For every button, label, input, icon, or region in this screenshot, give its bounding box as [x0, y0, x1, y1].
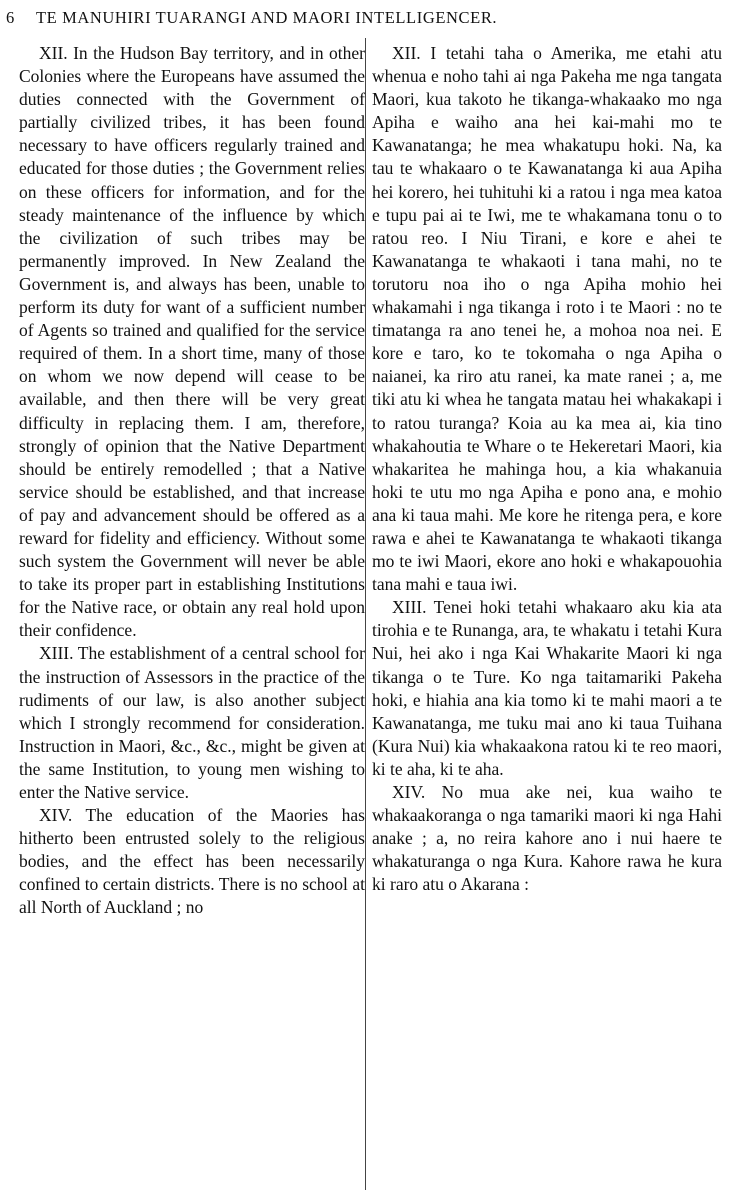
paragraph-xiii-english: XIII. The establishment of a central school for the instruction of Assessors in the practice of the rudiments of our law, is also another subject which I strongly recommend for consideration. Instruction in Maori, &c., &c., might be given at the same Institution, to young men wishing to enter the Native service.: [19, 643, 365, 802]
page-header: [6, 4, 730, 30]
paragraph-xii-english: XII. In the Hudson Bay territory, and in other Colonies where the Europeans have assumed the duties connected with the Government of partially civilized tribes, it has been found necessary to have officers regularly trained and educated for those duties ; the Government relies on these officers for information, and for the steady maintenance of the influence by which the civilization of such tribes may be permanently improved. In New Zealand the Government is, and always has been, unable to perform its duty for want of a sufficient number of Agents so trained and qualified for the service required of them. In a short time, many of those on whom we now depend will cease to be available, and then there will be very great difficulty in replacing them. I am, therefore, strongly of opinion that the Native Department should be entirely remodelled ; that a Native service should be established, and that increase of pay and advancement should be offered as a reward for fidelity and efficiency. Without some such system the Government will never be able to take its proper part in establishing Institutions for the Native race, or obtain any real hold upon their confidence.: [19, 43, 365, 641]
paragraph-xiii-maori: XIII. Tenei hoki tetahi whakaaro aku kia ata tirohia e te Runanga, ara, te whakatu i tetahi Kura Nui, hei ako i nga Kai Whakarite Maori ki nga tikanga o te Ture. Ko nga taitamariki Pakeha hoki, e hiahia ana kia tomo ki te mahi maori a te Kawanatanga, me tuku mai ano ki taua Tuihana (Kura Nui) kia whakaakona ratou ki te reo maori, ki te aha, ki te aha.: [372, 597, 722, 779]
paragraph-xiv-english: XIV. The education of the Maories has hitherto been entrusted solely to the religious bodies, and the effect has been necessarily confined to certain districts. There is no school at all North of Auckland ; no: [19, 805, 365, 918]
maori-column: [372, 42, 722, 896]
page-number: 6: [6, 8, 15, 27]
paragraph-xii-maori: XII. I tetahi taha o Amerika, me etahi atu whenua e noho tahi ai nga Pakeha me nga tangata Maori, kua takoto he tikanga-whakaako mo nga Apiha e waiho ana hei kai-mahi mo te Kawanatanga; he mea whakatupu hoki. Na, ka tau te whakaaro o te Kawanatanga ki aua Apiha hei korero, hei tuhituhi ki a ratou i nga mea katoa e tupu pai ai te Iwi, me te whakamana tonu o to ratou reo. I Niu Tirani, e kore e ahei te Kawanatanga te whakaoti i tana mahi, no te torutoru noa iho o nga Apiha mohio hei whakamahi i nga tikanga i roto i te Maori : no te timatanga ra ano tenei he, a mohoa noa nei. E kore e taro, ko te tokomaha o nga Apiha o naianei, ka riro atu ranei, ka mate ranei ; a, me tiki atu ki whea he tangata matau hei whakakapi i to ratou turanga? Koia au ka mea ai, kia tino whakahoutia te Whare o te Hekeretari Maori, kia whakaritea he mahinga hou, a kia whakanuia hoki te utu mo nga Apiha e pono ana, e mohio ana ki taua mahi. Me kore he ritenga pera, e kore rawa e ahei te Kawanatanga te whakaoti tikanga mo te iwi Maori, ekore ano hoki e whakapouohia tana mahi e taua iwi.: [372, 43, 722, 595]
paragraph-xiv-maori: XIV. No mua ake nei, kua waiho te whakaakoranga o nga tamariki maori ki nga Hahi anake ; a, no reira kahore ano i nui haere te whakaturanga o nga Kura. Kahore rawa he kura ki raro atu o Akarana :: [372, 782, 722, 895]
publication-title: TE MANUHIRI TUARANGI AND MAORI INTELLIGENCER.: [36, 8, 498, 27]
column-divider: [365, 38, 366, 1190]
english-column: [19, 42, 365, 920]
